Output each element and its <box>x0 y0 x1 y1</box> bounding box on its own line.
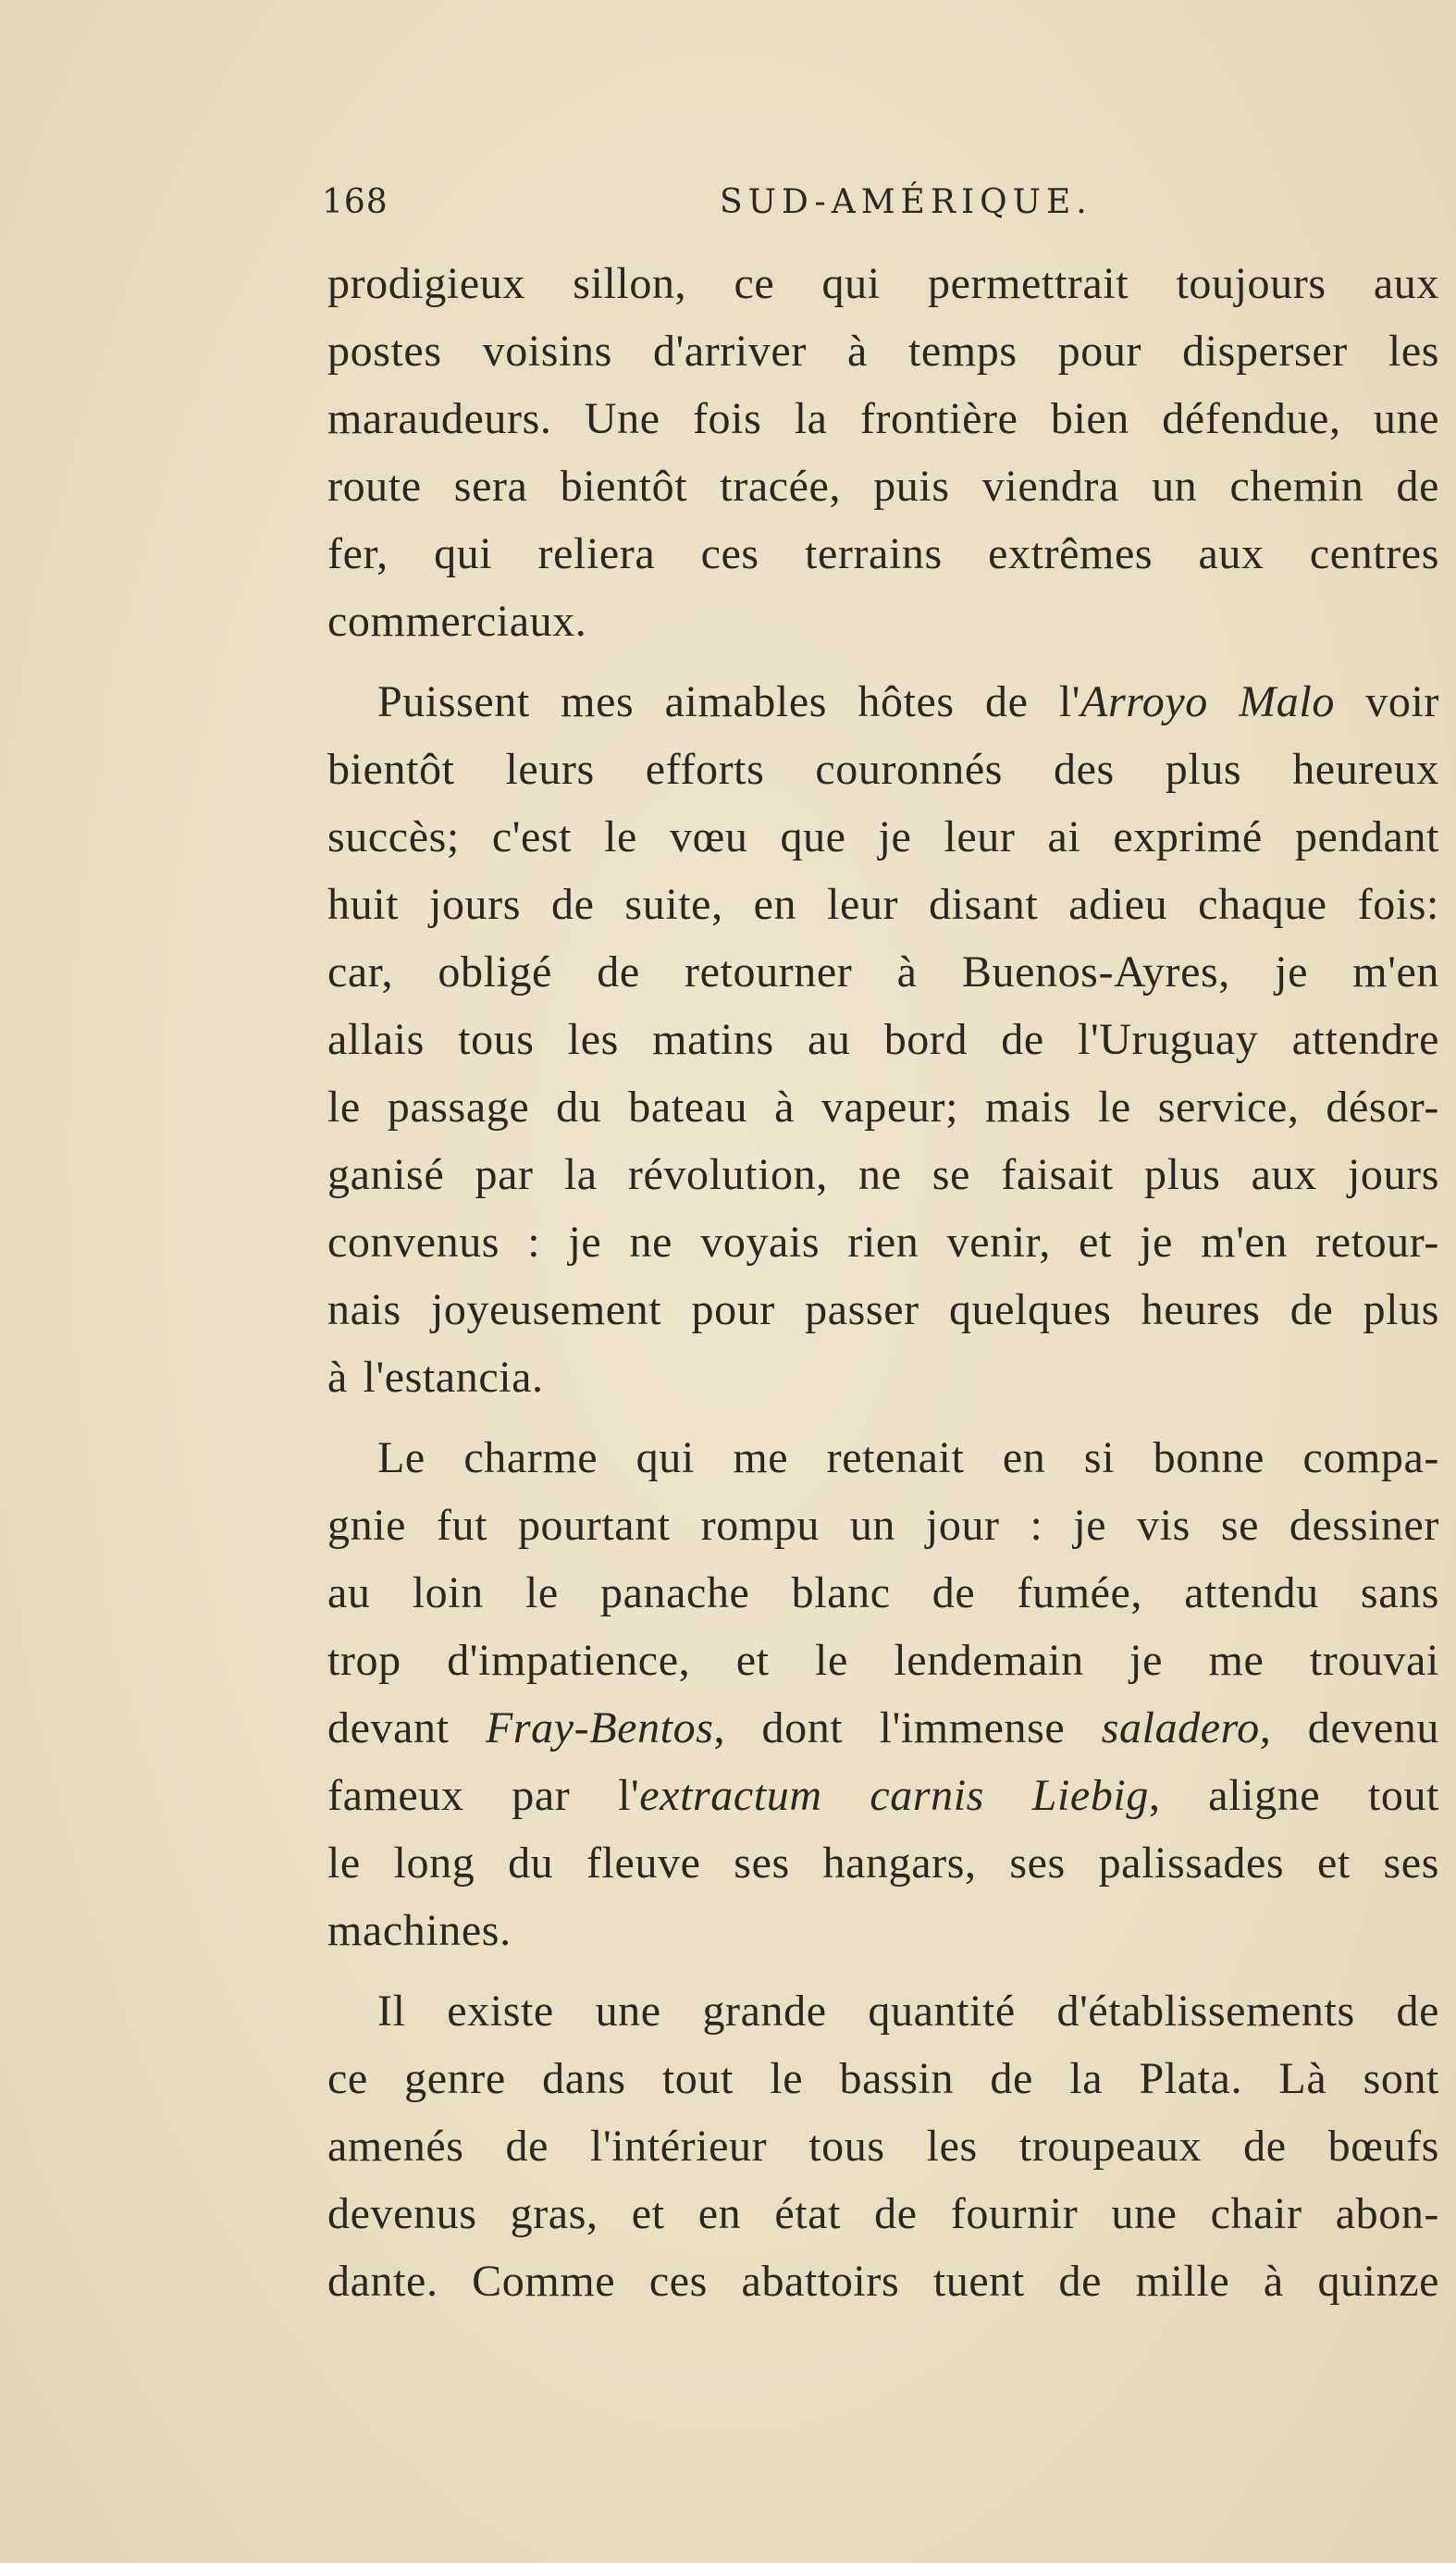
text-run: , dont l'immense <box>713 1703 1102 1752</box>
text-line: huit jours de suite, en leur disant adieu chaque fois: <box>327 880 1439 929</box>
text-line: route sera bientôt tracée, puis viendra un chemin de <box>327 462 1439 511</box>
text-line: prodigieux sillon, ce qui permettrait toujours aux <box>327 259 1439 308</box>
text-run: voir <box>1334 677 1439 726</box>
text-line: allais tous les matins au bord de l'Uruguay attendre <box>327 1015 1439 1064</box>
text-line: le passage du bateau à vapeur; mais le service, désor- <box>327 1083 1439 1132</box>
text-line: commerciaux. <box>327 597 587 646</box>
text-line: devenus gras, et en état de fournir une chair abon- <box>327 2189 1439 2238</box>
text-run: devant <box>327 1703 486 1752</box>
text-line: bientôt leurs efforts couronnés des plus heureux <box>327 745 1439 794</box>
page-header <box>322 183 1173 239</box>
text-run: devenu <box>1271 1703 1439 1752</box>
text-line: Il existe une grande quantité d'établissements de <box>377 1987 1439 2036</box>
text-line: amenés de l'intérieur tous les troupeaux de bœufs <box>327 2122 1439 2171</box>
text-line: postes voisins d'arriver à temps pour disperser les <box>327 327 1439 376</box>
text-line <box>327 668 1439 736</box>
text-run: fameux par l' <box>327 1771 640 1820</box>
italic-text: Fray-Bentos <box>485 1703 714 1752</box>
text-line: ganisé par la révolution, ne se faisait plus aux jours <box>327 1150 1439 1199</box>
paragraph-2 <box>327 668 1439 1411</box>
paragraph-3 <box>327 1424 1439 1964</box>
text-line: convenus : je ne voyais rien venir, et je m'en retour- <box>327 1218 1439 1267</box>
text-line: nais joyeusement pour passer quelques heures de plus <box>327 1285 1439 1334</box>
text-line: machines. <box>327 1906 512 1955</box>
paragraph-4 <box>327 1977 1439 2315</box>
italic-text: saladero, <box>1101 1703 1272 1752</box>
text-line <box>327 1762 1439 1829</box>
text-line: au loin le panache blanc de fumée, attendu sans <box>327 1568 1439 1617</box>
text-line: Le charme qui me retenait en si bonne compa- <box>377 1433 1439 1482</box>
text-line: trop d'impatience, et le lendemain je me trouvai <box>327 1636 1439 1685</box>
paragraph-1 <box>327 250 1439 655</box>
text-line: fer, qui reliera ces terrains extrêmes aux centres <box>327 529 1439 578</box>
text-line: à l'estancia. <box>327 1353 544 1402</box>
text-run: , aligne tout <box>1148 1771 1439 1820</box>
text-line: succès; c'est le vœu que je leur ai exprimé pendant <box>327 812 1439 861</box>
text-line: maraudeurs. Une fois la frontière bien défendue, une <box>327 394 1439 443</box>
text-line <box>327 1694 1439 1762</box>
italic-text: extractum carnis Liebig <box>639 1771 1149 1820</box>
italic-text: Arroyo Malo <box>1080 677 1335 726</box>
text-line: le long du fleuve ses hangars, ses palissades et ses <box>327 1839 1439 1888</box>
body-text <box>327 250 1439 2315</box>
text-line: car, obligé de retourner à Buenos-Ayres, je m'en <box>327 947 1439 997</box>
text-line: ce genre dans tout le bassin de la Plata. Là sont <box>327 2054 1439 2103</box>
text-line: gnie fut pourtant rompu un jour : je vis se dessiner <box>327 1501 1439 1550</box>
text-line: dante. Comme ces abattoirs tuent de mille à quinze <box>327 2257 1439 2306</box>
page-number: 168 <box>322 183 389 221</box>
running-title: SUD-AMÉRIQUE. <box>720 183 1092 221</box>
text-run: Puissent mes aimables hôtes de l' <box>377 677 1081 726</box>
